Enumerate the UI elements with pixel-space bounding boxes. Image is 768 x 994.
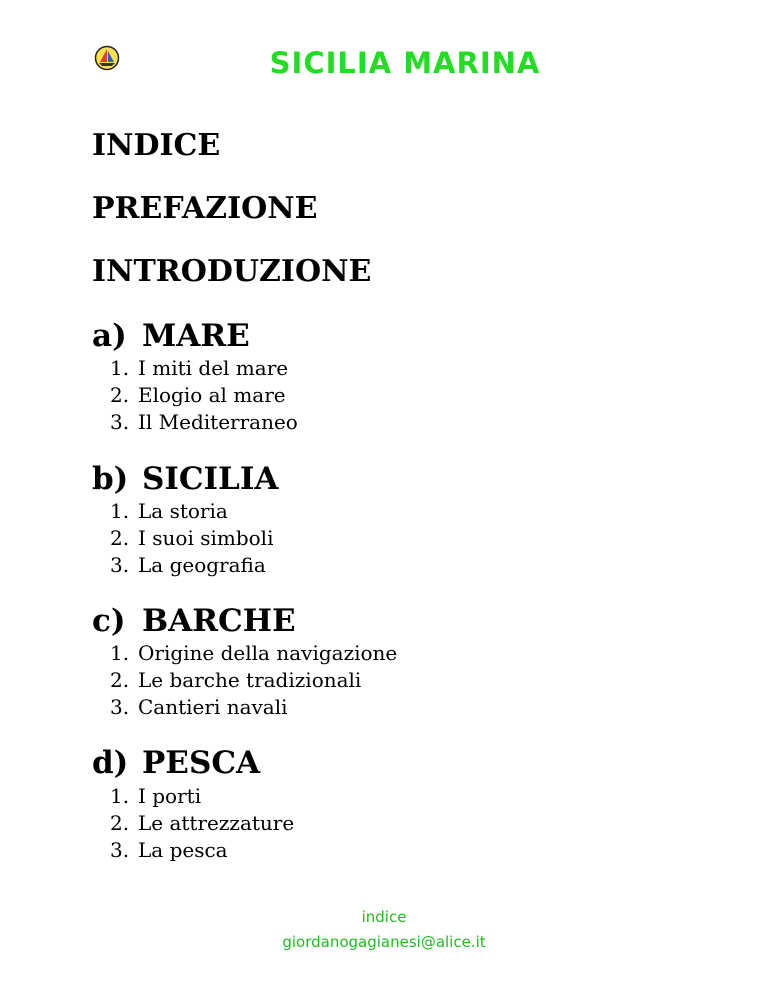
section-title-pesca	[92, 745, 260, 781]
item-number: 3.	[110, 410, 130, 434]
item-text: Origine della navigazione	[138, 641, 398, 665]
section-name: MARE	[142, 318, 250, 354]
item-text: Elogio al mare	[138, 383, 286, 407]
item-number: 2.	[110, 811, 130, 835]
item-number: 2.	[110, 383, 130, 407]
item-text: La storia	[138, 499, 228, 523]
list-item	[110, 837, 294, 864]
item-text: I porti	[138, 784, 202, 808]
section-title-sicilia	[92, 461, 278, 497]
heading-prefazione: PREFAZIONE	[92, 191, 318, 226]
list-item	[110, 382, 298, 409]
item-text: Le barche tradizionali	[138, 668, 362, 692]
section-name: PESCA	[142, 745, 261, 781]
section-items-barche	[110, 640, 397, 721]
list-item	[110, 810, 294, 837]
item-text: I miti del mare	[138, 356, 289, 380]
item-number: 2.	[110, 668, 130, 692]
section-items-sicilia	[110, 498, 273, 579]
list-item	[110, 525, 273, 552]
list-item	[110, 640, 397, 667]
section-items-mare	[110, 355, 298, 436]
item-text: I suoi simboli	[138, 526, 274, 550]
section-name: BARCHE	[142, 603, 296, 639]
list-item	[110, 409, 298, 436]
item-text: La geografia	[138, 553, 266, 577]
section-items-pesca	[110, 783, 294, 864]
item-number: 3.	[110, 553, 130, 577]
section-title-barche	[92, 603, 296, 639]
item-text: Cantieri navali	[138, 695, 288, 719]
item-number: 2.	[110, 526, 130, 550]
item-number: 1.	[110, 499, 130, 523]
list-item	[110, 667, 397, 694]
list-item	[110, 498, 273, 525]
document-title: SICILIA MARINA	[269, 46, 541, 80]
item-number: 1.	[110, 641, 130, 665]
section-letter: a)	[92, 318, 127, 354]
section-letter: c)	[92, 603, 126, 639]
list-item	[110, 694, 397, 721]
list-item	[110, 783, 294, 810]
section-letter: d)	[92, 745, 129, 781]
item-number: 3.	[110, 838, 130, 862]
item-text: Le attrezzature	[138, 811, 295, 835]
item-text: Il Mediterraneo	[138, 410, 298, 434]
section-title-mare	[92, 318, 250, 354]
footer-index-link[interactable]: indice	[361, 908, 407, 926]
list-item	[110, 552, 273, 579]
item-text: La pesca	[138, 838, 228, 862]
item-number: 1.	[110, 356, 130, 380]
heading-indice: INDICE	[92, 128, 221, 163]
footer-email[interactable]: giordanogagianesi@alice.it	[282, 933, 486, 951]
section-letter: b)	[92, 461, 129, 497]
item-number: 3.	[110, 695, 130, 719]
list-item	[110, 355, 298, 382]
item-number: 1.	[110, 784, 130, 808]
heading-introduzione: INTRODUZIONE	[92, 254, 372, 289]
section-name: SICILIA	[142, 461, 279, 497]
